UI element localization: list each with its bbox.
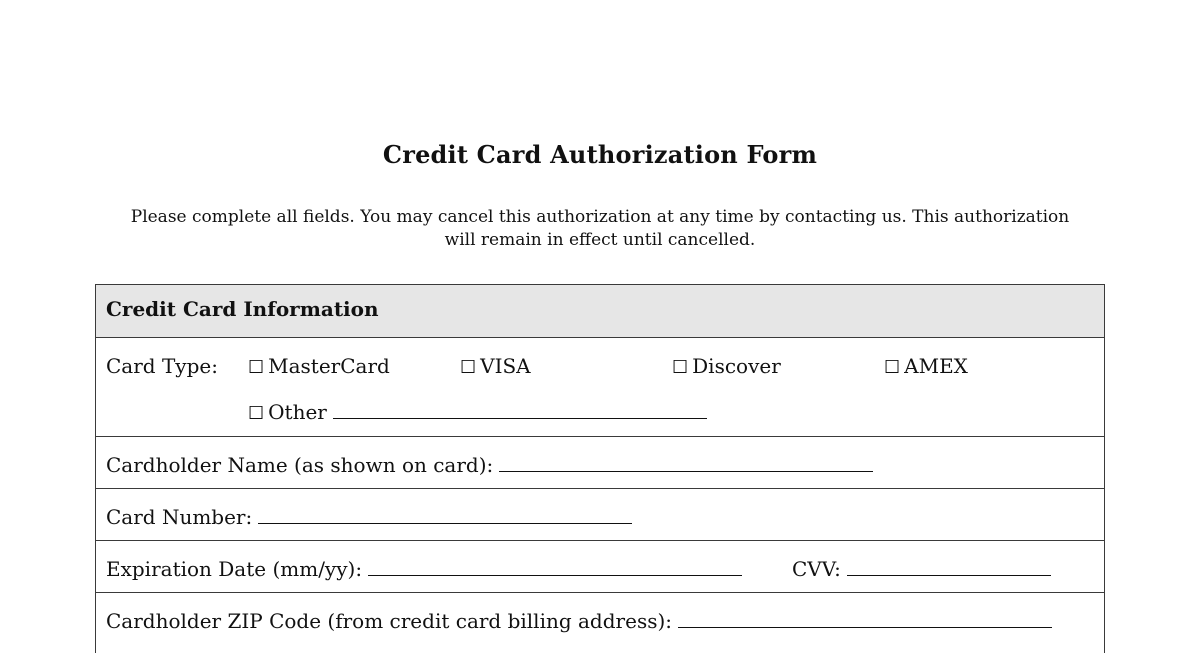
credit-card-info-table [95, 284, 1105, 653]
option-label: AMEX [904, 354, 968, 378]
cvv-label: CVV: [792, 557, 841, 581]
cardholder-name-row [96, 437, 1104, 489]
expiration-date-blank[interactable] [368, 555, 742, 576]
other-card-type-blank[interactable] [333, 398, 707, 419]
expiration-row [96, 541, 1104, 593]
expiration-date-label: Expiration Date (mm/yy): [106, 557, 363, 581]
option-discover[interactable] [672, 354, 781, 378]
option-amex[interactable] [884, 354, 968, 378]
option-label: VISA [480, 354, 531, 378]
option-label: Discover [692, 354, 781, 378]
cardholder-name-label: Cardholder Name (as shown on card): [106, 453, 494, 477]
checkbox-icon[interactable]: ☐ [460, 357, 477, 378]
card-number-label: Card Number: [106, 505, 253, 529]
zip-code-row [96, 593, 1104, 653]
section-header: Credit Card Information [106, 297, 379, 321]
zip-code-label: Cardholder ZIP Code (from credit card billing address): [106, 609, 673, 633]
checkbox-icon[interactable]: ☐ [248, 357, 265, 378]
option-label: MasterCard [268, 354, 390, 378]
form-title: Credit Card Authorization Form [382, 140, 818, 169]
option-visa[interactable] [460, 354, 531, 378]
option-other[interactable] [248, 398, 707, 424]
card-type-label: Card Type: [106, 354, 218, 378]
checkbox-icon[interactable]: ☐ [248, 403, 265, 424]
checkbox-icon[interactable]: ☐ [884, 357, 901, 378]
checkbox-icon[interactable]: ☐ [672, 357, 689, 378]
form-intro: Please complete all fields. You may cancel this authorization at any time by contacting us. This authorization will remain in effect until cancelled. [130, 207, 1070, 250]
option-mastercard[interactable] [248, 354, 390, 378]
zip-code-blank[interactable] [678, 607, 1052, 628]
cardholder-name-blank[interactable] [499, 451, 873, 472]
option-label: Other [268, 400, 327, 424]
card-number-blank[interactable] [258, 503, 632, 524]
cvv-blank[interactable] [847, 555, 1051, 576]
card-type-row [96, 338, 1104, 437]
card-number-row [96, 489, 1104, 541]
section-header-row [96, 285, 1104, 338]
